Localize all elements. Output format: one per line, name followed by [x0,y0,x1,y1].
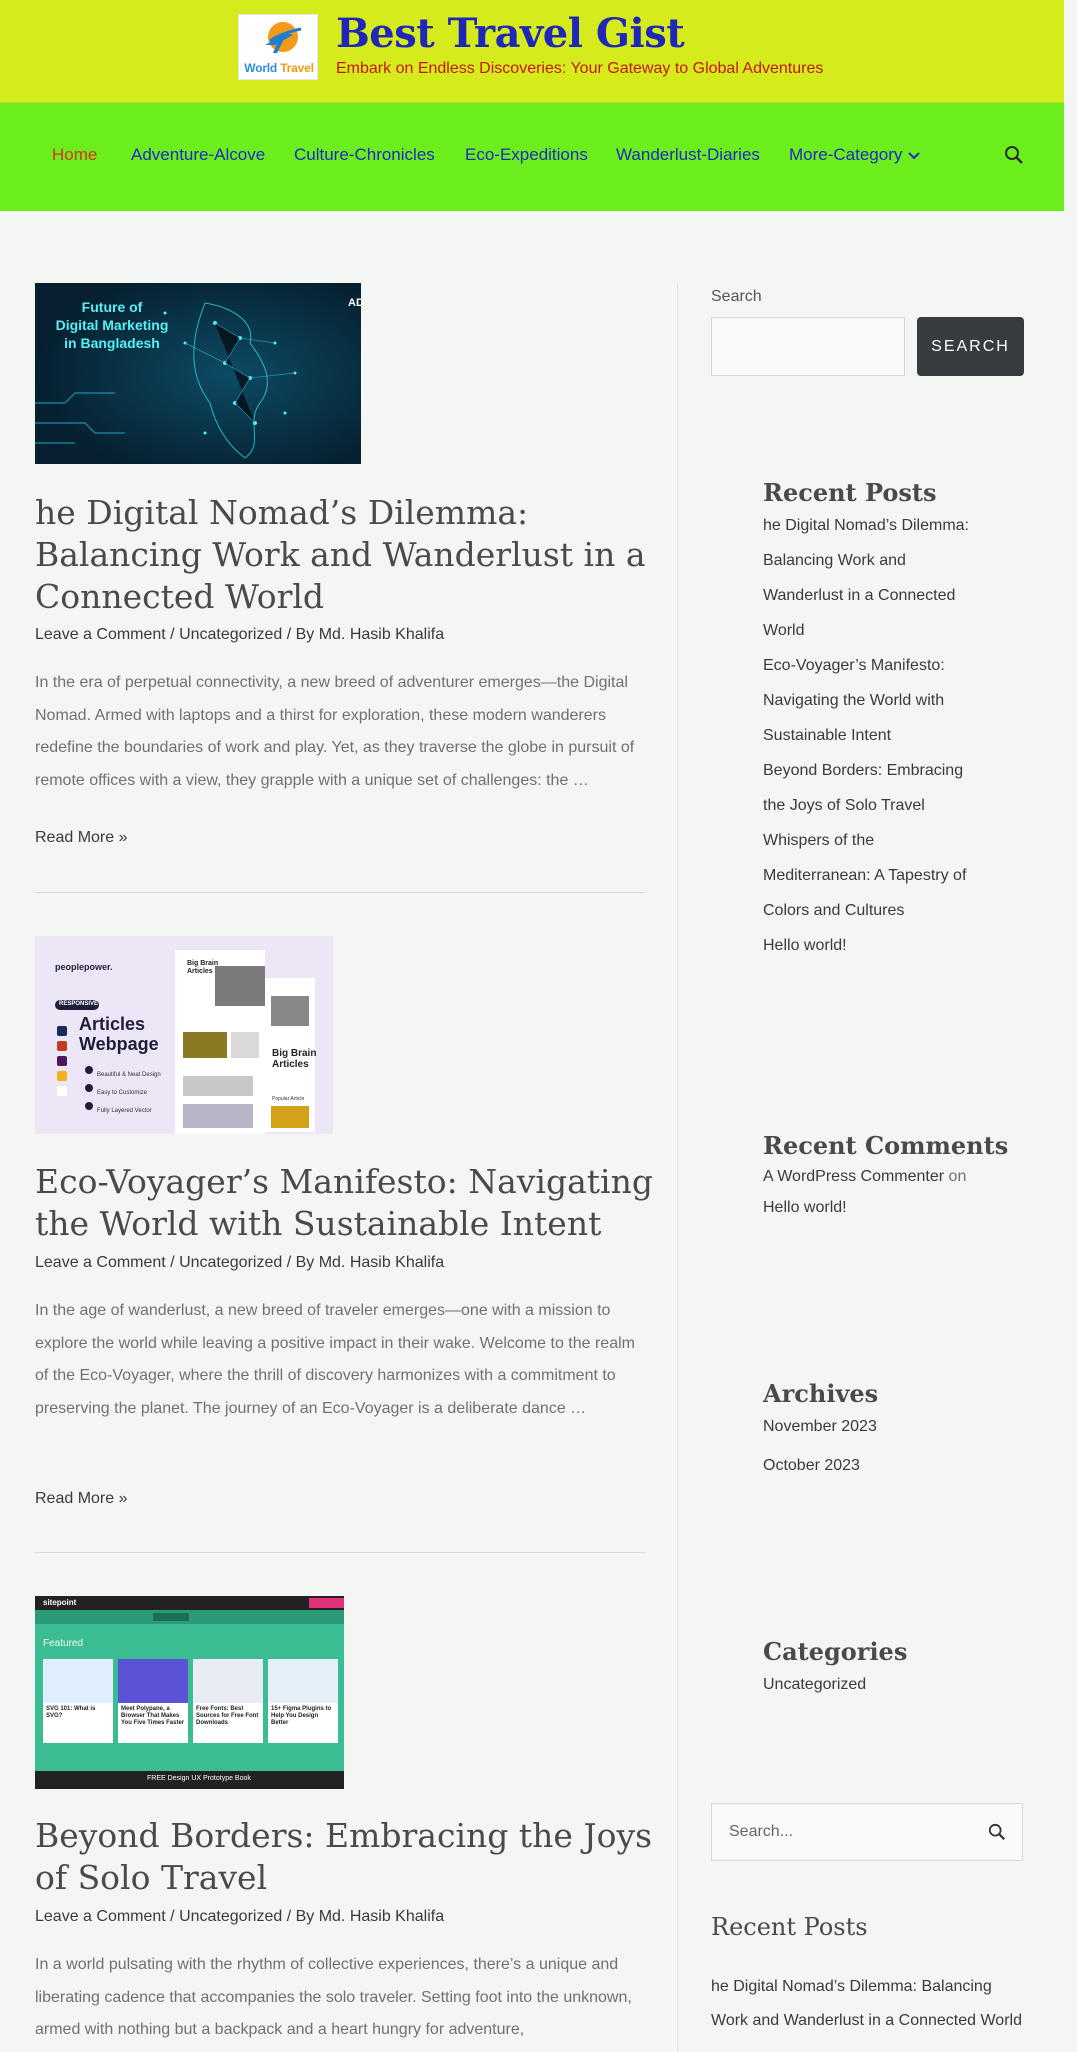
comment-link[interactable]: Leave a Comment [35,1908,166,1925]
archive-link[interactable]: November 2023 [763,1418,877,1435]
categories-list [763,1667,983,1702]
nav-item-label: More-Category [789,145,903,164]
thumb-sub-heading: Big Brain Articles [272,1048,317,1070]
meta-separator: / [165,1908,180,1925]
search-input[interactable] [711,317,905,376]
nav-item-home[interactable]: Home [52,145,98,164]
thumb-card-title: Free Fonts: Best Sources for Free Font Downloads [196,1706,259,1726]
recent-posts-title: Recent Posts [763,478,937,507]
comment-author-link[interactable]: A WordPress Commenter [763,1168,945,1185]
sidebar-divider [677,283,678,2052]
thumb-heading: Articles Webpage [79,1014,159,1054]
list-item [763,508,983,648]
post-excerpt: In the age of wanderlust, a new breed of traveler emerges—one with a mission to explore the world while leaving a positive impact in their wake. Welcome to the realm of the Eco-Voyager, where the thrill of discovery harmonizes with a commitment to preserving the planet. The journey of an Eco-Voyager is a deliberate dance … [35,1302,635,1417]
thumb-featured: Featured [43,1638,84,1649]
recent-post-link[interactable]: he Digital Nomad’s Dilemma: Balancing Work and Wanderlust in a Connected World [711,1978,1022,2029]
comment-post-link[interactable]: Hello world! [763,1199,847,1216]
list-item [763,1448,983,1483]
recent-posts-list [763,508,983,963]
read-more-link[interactable]: Read More » [35,829,128,846]
post-divider [35,1552,645,1553]
primary-nav [0,103,1064,211]
archives-title: Archives [763,1379,879,1408]
thumb-brand: sitepoint [43,1598,77,1607]
recent-post-link[interactable]: he Digital Nomad’s Dilemma: Balancing Work and Wanderlust in a Connected World [763,517,969,639]
thumb-badge: RESPONSIVE [59,1001,99,1007]
category-link[interactable]: Uncategorized [179,1254,283,1271]
author-link[interactable]: Md. Hasib Khalifa [318,1254,445,1271]
post-thumbnail[interactable] [35,1596,344,1789]
post-excerpt: In a world pulsating with the rhythm of collective experiences, there’s a unique and liberating cadence that accompanies the solo traveler. Setting foot into the unknown, armed with nothing but a backpack and a heart hungry for adventure, [35,1956,632,2038]
search-label: Search [711,288,762,305]
post-meta [35,1254,444,1272]
list-item [763,823,983,928]
nav-item-adventure-alcove[interactable]: Adventure-Alcove [131,145,266,164]
list-item [763,928,983,963]
category-link[interactable]: Uncategorized [179,626,283,643]
category-link[interactable]: Uncategorized [763,1676,867,1693]
post-thumbnail[interactable] [35,283,364,464]
thumb-card-title: 15+ Figma Plugins to Help You Design Better [271,1706,332,1726]
recent-post-link[interactable]: Whispers of the Mediterranean: A Tapestry of Colors and Cultures [763,832,967,919]
archives-list [763,1409,983,1483]
list-item [763,1409,983,1444]
thumb-brand: peoplepower. [55,962,113,972]
nav-item-wanderlust-diaries[interactable]: Wanderlust-Diaries [616,145,760,164]
thumbnail-caption: Future of Digital Marketing in Bangladesh [55,299,169,351]
post-title[interactable]: Beyond Borders: Embracing the Joys of Solo Travel [35,1816,653,1897]
post-meta [35,1908,444,1926]
nav-item-culture-chronicles[interactable]: Culture-Chronicles [294,145,435,164]
recent-comment [763,1161,1003,1223]
author-link[interactable]: Md. Hasib Khalifa [318,1908,445,1925]
chevron-down-icon [908,152,920,160]
recent-post-link[interactable]: Beyond Borders: Embracing the Joys of Solo Travel [763,762,964,814]
post-thumbnail[interactable] [35,936,333,1134]
post-excerpt: In the era of perpetual connectivity, a new breed of adventurer emerges—the Digital Nomad. Armed with laptops and a thirst for exploration, these modern wanderers redefine the boundaries of work and play. Yet, as they traverse the globe in pursuit of remote offices with a view, they grapple with a unique set of challenges: the … [35,674,635,789]
search-placeholder: Search... [729,1823,794,1840]
recent-comments-title: Recent Comments [763,1131,1009,1160]
post-title[interactable]: he Digital Nomad’s Dilemma: Balancing Work and Wanderlust in a Connected World [35,493,646,616]
site-logo[interactable] [238,14,318,80]
post-title[interactable]: Eco-Voyager’s Manifesto: Navigating the World with Sustainable Intent [35,1162,653,1243]
comment-link[interactable]: Leave a Comment [35,1254,166,1271]
meta-separator: / [165,1254,180,1271]
thumb-page-heading: Big Brain Articles [187,960,219,975]
list-item [763,1667,983,1702]
site-header [0,0,1064,103]
list-item [763,753,983,823]
read-more-link[interactable]: Read More » [35,1490,128,1507]
nav-item-more-category[interactable] [789,145,920,165]
logo-text: World Travel [244,61,314,75]
thumb-banner: FREE Design UX Prototype Book [147,1775,251,1782]
search-icon[interactable] [988,1823,1006,1841]
meta-by: / By [282,626,319,643]
list-item [763,648,983,753]
thumb-card-title: Meet Polypane, a Browser That Makes You Five Times Faster [121,1706,185,1726]
search-icon[interactable] [1004,145,1024,165]
post-divider [35,892,645,893]
meta-by: / By [282,1908,319,1925]
archive-link[interactable]: October 2023 [763,1457,860,1474]
categories-title: Categories [763,1637,908,1666]
thumb-features: Beautiful & Neat Design Easy to Customize Fully Layered Vector [97,1072,161,1114]
site-tagline: Embark on Endless Discoveries: Your Gateway to Global Adventures [336,60,824,77]
thumb-card-title: SVG 101: What is SVG? [46,1706,96,1719]
search-button[interactable]: SEARCH [917,317,1024,376]
comment-on: on [944,1168,967,1185]
site-title[interactable]: Best Travel Gist [336,10,685,57]
category-link[interactable]: Uncategorized [179,1908,283,1925]
thumbnail-corner-text: AD [348,297,364,309]
meta-separator: / [165,626,180,643]
post-meta [35,626,444,644]
recent-posts-title: Recent Posts [711,1913,868,1941]
sitepoint-screenshot-image [35,1596,344,1789]
recent-post-link[interactable]: Eco-Voyager’s Manifesto: Navigating the World with Sustainable Intent [763,657,945,744]
nav-item-eco-expeditions[interactable]: Eco-Expeditions [465,145,588,164]
author-link[interactable]: Md. Hasib Khalifa [318,626,445,643]
search-field[interactable] [711,1803,1023,1861]
comment-link[interactable]: Leave a Comment [35,626,166,643]
meta-by: / By [282,1254,319,1271]
thumb-popular: Popular Article [272,1096,305,1102]
recent-post-link[interactable]: Hello world! [763,937,847,954]
